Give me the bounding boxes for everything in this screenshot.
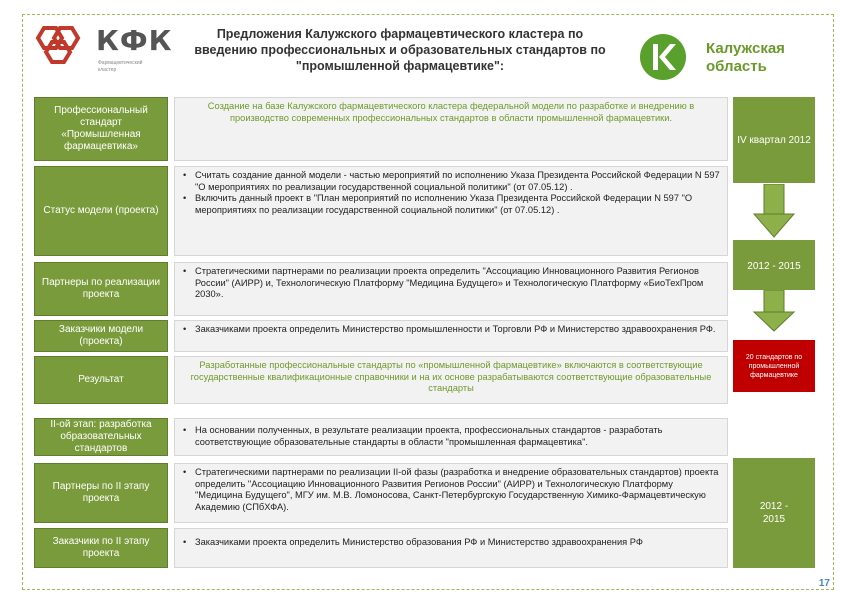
title-line: Предложения Калужского фармацевтического кластера по bbox=[216, 27, 584, 41]
label-result: Результат bbox=[34, 356, 168, 404]
region-name bbox=[706, 40, 785, 76]
content-model-status bbox=[174, 166, 728, 256]
kfk-logo bbox=[30, 22, 173, 80]
title-line: "промышленной фармацевтике": bbox=[295, 59, 505, 73]
page-number: 17 bbox=[818, 578, 830, 589]
kaluga-region-logo-icon bbox=[638, 32, 688, 82]
label-model-status: Статус модели (проекта) bbox=[34, 166, 168, 256]
bullet-item: • Заказчиками проекта определить Министерство промышленности и Торговли РФ и Министерство здравоохранения РФ. bbox=[181, 324, 721, 336]
region-line: область bbox=[706, 58, 767, 75]
timeline-2012-2015: 2012 - 2015 bbox=[733, 240, 815, 290]
content-stage-two-customers bbox=[174, 528, 728, 568]
label-partners: Партнеры по реализации проекта bbox=[34, 262, 168, 316]
region-line: Калужская bbox=[706, 40, 785, 57]
timeline-q4-2012: IV квартал 2012 bbox=[733, 97, 815, 183]
bullet-item: • Включить данный проект в "План мероприятий по исполнению Указа Президента Российской Федерации N 597 "О мероприятиях по реализации государственной социальной политики" (от 07.05.12) . bbox=[181, 193, 721, 216]
label-customers: Заказчики модели (проекта) bbox=[34, 320, 168, 352]
title-line: введению профессиональных и образовательных стандартов по bbox=[194, 43, 606, 57]
logo-subtitle: Фармацевтический кластер bbox=[98, 60, 143, 73]
hexagon-logo-icon bbox=[30, 24, 90, 68]
page-title bbox=[165, 26, 635, 74]
bullet-item: • Заказчиками проекта определить Министерство образования РФ и Министерство здравоохранения РФ bbox=[181, 537, 721, 549]
content-customers bbox=[174, 320, 728, 352]
label-stage-two: II-ой этап: разработка образовательных стандартов bbox=[34, 418, 168, 456]
bullet-item: • Стратегическими партнерами по реализации II-ой фазы (разработка и внедрение образовательных стандартов) проекта определить "Ассоциацию Инновационного Развития Регионов России" (АИРР) и Технологическую Платформу "Медицина Будущего", МГУ им. М.В. Ломоносова, Санкт-Петербургскую Государственную Химико-Фармацевтическую Академию (СПбХФА). bbox=[181, 467, 721, 513]
bullet-item: • Стратегическими партнерами по реализации проекта определить "Ассоциацию Инновационного Развития Регионов России" (АИРР) и, Технологическую Платформу "Медицина Будущего» и Технологическую Платформу «БиоТехПром 2030». bbox=[181, 266, 721, 301]
content-professional-standard bbox=[174, 97, 728, 161]
bullet-item: • На основании полученных, в результате реализации проекта, профессиональных стандартов - разработать соответствующие образовательные стандарты в области "промышленная фармацевтика". bbox=[181, 425, 721, 448]
content-result bbox=[174, 356, 728, 404]
label-professional-standard: Профессиональный стандарт «Промышленная фармацевтика» bbox=[34, 97, 168, 161]
label-stage-two-partners: Партнеры по II этапу проекта bbox=[34, 463, 168, 523]
timeline-stage-two: 2012 - 2015 bbox=[733, 458, 815, 568]
content-stage-two-partners bbox=[174, 463, 728, 523]
arrow-down-icon bbox=[752, 184, 796, 238]
row-text: Создание на базе Калужского фармацевтического кластера федеральной модели по разработке и внедрению в производство современных профессиональных стандартов в области промышленной фармацевтики. bbox=[207, 101, 695, 123]
result-standards-badge: 20 стандартов по промышленной фармацевтике bbox=[733, 340, 815, 392]
row-text: Разработанные профессиональные стандарты по «промышленной фармацевтике» включаются в соответствующие государственные квалификационные справочники и на их основе разрабатываются соответствующие образовательные стандарты bbox=[190, 360, 712, 393]
content-partners bbox=[174, 262, 728, 316]
content-stage-two bbox=[174, 418, 728, 456]
arrow-down-icon bbox=[752, 290, 796, 332]
logo-text: КФК bbox=[96, 24, 173, 57]
bullet-item: • Считать создание данной модели - частью мероприятий по исполнению Указа Президента Российской Федерации N 597 "О мероприятиях по реализации государственной социальной политики" (от 07.05.12) . bbox=[181, 170, 721, 193]
label-stage-two-customers: Заказчики по II этапу проекта bbox=[34, 528, 168, 568]
